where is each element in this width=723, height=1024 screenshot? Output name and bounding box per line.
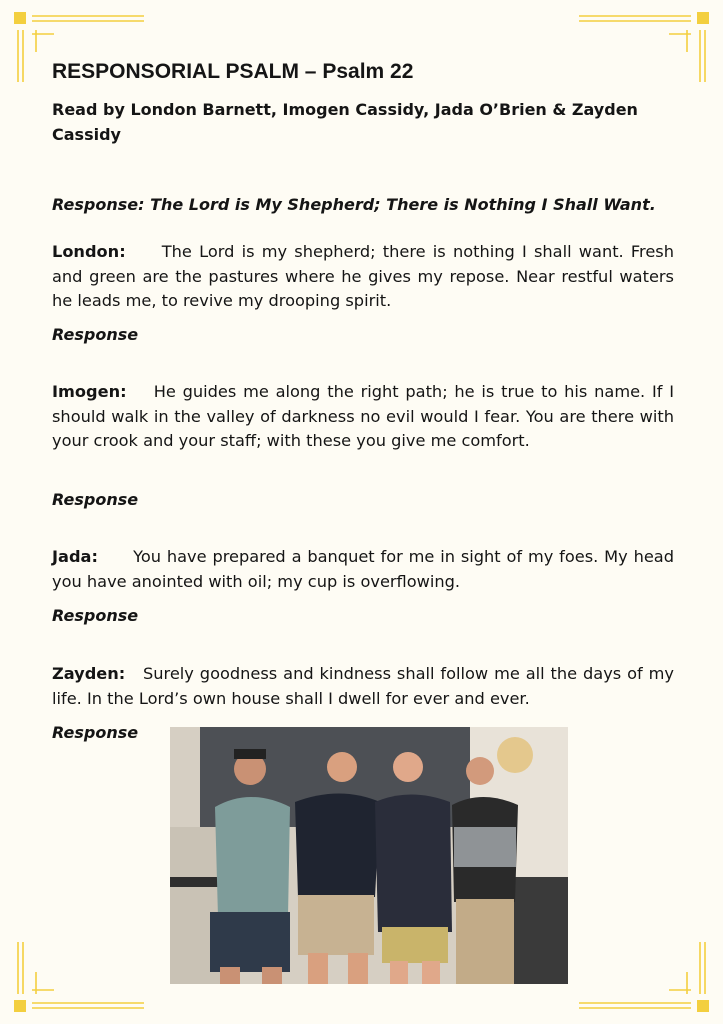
verse-text: He guides me along the right path; he is true to his name. If I should walk in the valley of darkness no evil would I fear. You are there with your crook and your staff; with these you give me comfort. [52,382,674,450]
response-refrain: Response: The Lord is My Shepherd; There is Nothing I Shall Want. [52,195,656,214]
page-title: RESPONSORIAL PSALM – Psalm 22 [52,60,414,83]
corner-ornament-bottom-left [14,932,154,1012]
group-photo [170,727,568,984]
readers-line: Read by London Barnett, Imogen Cassidy, Jada O’Brien & Zayden Cassidy [52,100,638,144]
verse-london [52,240,674,314]
verse-zayden [52,662,674,711]
verse-imogen [52,380,674,454]
speaker-label: Zayden: [52,664,126,683]
speaker-label: Jada: [52,547,98,566]
corner-ornament-top-right [569,12,709,92]
response-label: Response [52,325,139,344]
verse-text: You have prepared a banquet for me in sight of my foes. My head you have anointed with oil; my cup is overflowing. [52,547,675,591]
verse-text: Surely goodness and kindness shall follow me all the days of my life. In the Lord’s own house shall I dwell for ever and ever. [52,664,675,708]
verse-text: The Lord is my shepherd; there is nothing I shall want. Fresh and green are the pastures where he gives my repose. Near restful waters he leads me, to revive my drooping spirit. [52,242,674,310]
response-label: Response [52,606,139,625]
verse-jada [52,545,674,594]
speaker-label: London: [52,242,126,261]
corner-ornament-bottom-right [569,932,709,1012]
response-label: Response [52,490,139,509]
speaker-label: Imogen: [52,382,127,401]
response-label: Response [52,723,139,742]
